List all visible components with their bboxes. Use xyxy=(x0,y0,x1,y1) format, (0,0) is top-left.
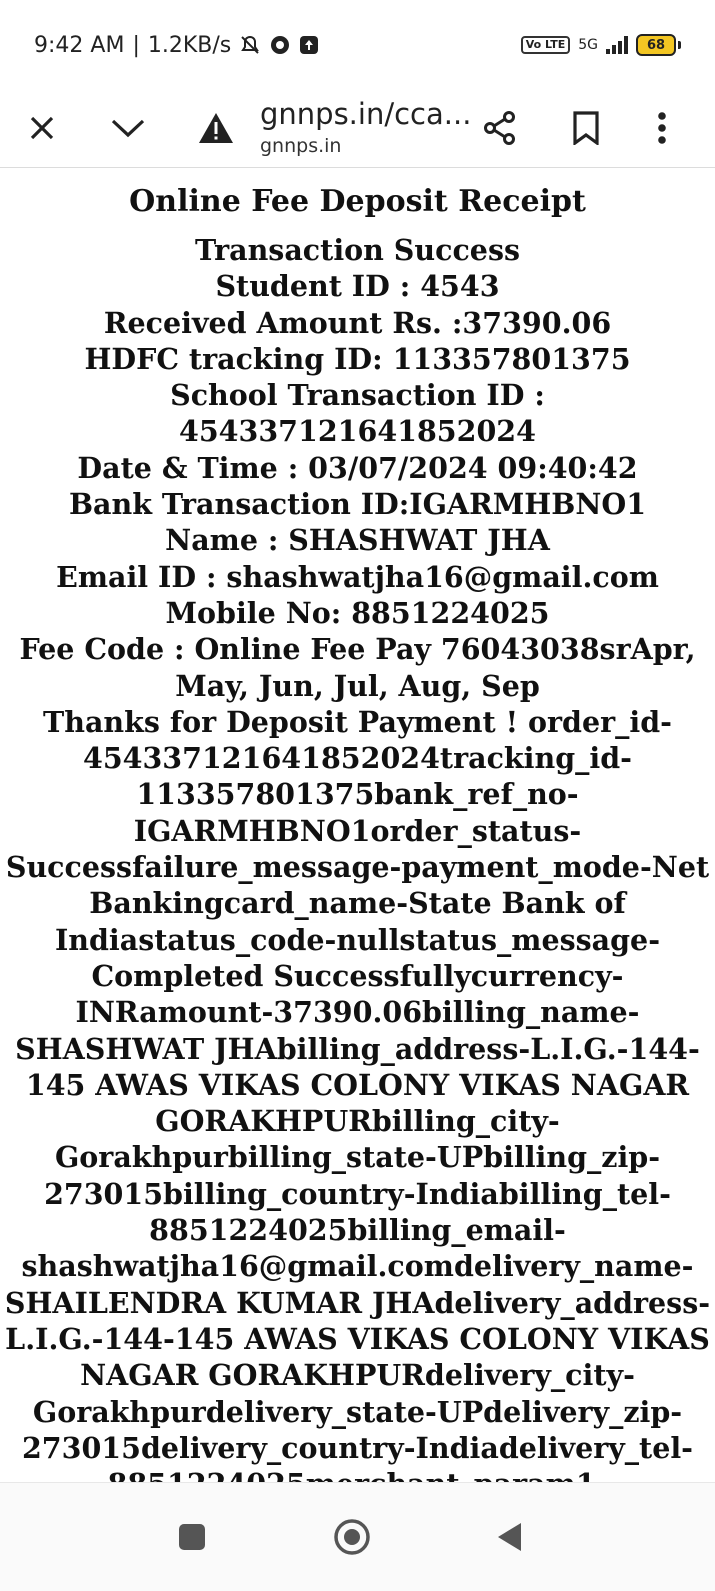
whatsapp-icon xyxy=(269,34,291,56)
share-icon[interactable] xyxy=(472,100,528,156)
chevron-down-icon[interactable] xyxy=(100,100,156,156)
url-text: gnnps.in/cca... xyxy=(260,97,472,131)
details-line: Bankingcard_name-State Bank of xyxy=(89,886,626,921)
details-line: GORAKHPURbilling_city- xyxy=(155,1104,560,1139)
details-line: 145 AWAS VIKAS COLONY VIKAS NAGAR xyxy=(25,1067,690,1102)
upload-icon xyxy=(299,35,319,55)
browser-toolbar xyxy=(0,90,715,168)
network-label: 5G xyxy=(578,37,598,53)
system-nav-bar xyxy=(0,1482,715,1591)
details-line: L.I.G.-144-145 AWAS VIKAS COLONY VIKAS xyxy=(5,1321,710,1356)
volte-badge: Vo LTE xyxy=(521,36,571,54)
close-icon[interactable] xyxy=(14,100,70,156)
mute-icon xyxy=(239,34,261,56)
battery-tip xyxy=(678,41,681,49)
status-left xyxy=(34,33,319,58)
details-line: Successfailure_message-payment_mode-Net xyxy=(5,850,710,885)
url-domain: gnnps.in xyxy=(260,135,342,157)
battery-icon xyxy=(636,34,676,56)
bookmark-icon[interactable] xyxy=(558,100,614,156)
signal-icon xyxy=(606,36,628,54)
details-line: SHAILENDRA KUMAR JHAdelivery_address- xyxy=(4,1285,711,1320)
home-circle-icon[interactable] xyxy=(322,1507,382,1567)
student-name: Name : SHASHWAT JHA xyxy=(165,523,550,558)
details-line: SHASHWAT JHAbilling_address-L.I.G.-144- xyxy=(15,1031,700,1066)
battery-level: 68 xyxy=(646,37,666,53)
details-line: 273015billing_country-Indiabilling_tel- xyxy=(44,1176,671,1211)
hdfc-tracking-id: HDFC tracking ID: 113357801375 xyxy=(84,341,631,376)
details-line: NAGAR GORAKHPURdelivery_city- xyxy=(80,1358,635,1393)
status-speed: 1.2KB/s xyxy=(147,32,232,58)
fee-code: Fee Code : Online Fee Pay 76043038srApr, May, Jun, Jul, Aug, Sep xyxy=(19,632,696,703)
status-separator: | xyxy=(132,32,140,58)
details-line: Completed Successfullycurrency- xyxy=(91,958,624,993)
details-line: 8851224025billing_email- xyxy=(149,1213,566,1248)
warning-icon[interactable] xyxy=(188,100,244,156)
transaction-status: Transaction Success xyxy=(194,233,521,267)
back-triangle-icon[interactable] xyxy=(480,1507,540,1567)
mobile-no: Mobile No: 8851224025 xyxy=(165,595,550,630)
student-id: Student ID : 4543 xyxy=(215,269,500,304)
status-right xyxy=(521,34,681,56)
email-id: Email ID : shashwatjha16@gmail.com xyxy=(56,559,659,594)
received-amount: Received Amount Rs. :37390.06 xyxy=(103,305,612,340)
details-line: Gorakhpurbilling_state-UPbilling_zip- xyxy=(54,1140,661,1175)
details-line: shashwatjha16@gmail.comdelivery_name- xyxy=(21,1249,694,1284)
details-line: IGARMHBNO1order_status- xyxy=(133,813,582,848)
recents-square-icon[interactable] xyxy=(162,1507,222,1567)
details-line: Indiastatus_code-nullstatus_message- xyxy=(54,922,661,957)
more-vert-icon[interactable] xyxy=(634,100,690,156)
payment-details-dump xyxy=(0,704,715,1503)
date-time: Date & Time : 03/07/2024 09:40:42 xyxy=(77,450,638,485)
details-line: Gorakhpurdelivery_state-UPdelivery_zip- xyxy=(32,1394,683,1429)
school-transaction-id: School Transaction ID : 454337121641852024 xyxy=(170,378,545,449)
details-line: 273015delivery_country-Indiadelivery_tel- xyxy=(21,1430,694,1465)
details-line: Thanks for Deposit Payment ! order_id- xyxy=(43,704,672,739)
status-bar xyxy=(0,0,715,90)
bank-transaction-id: Bank Transaction ID:IGARMHBNO1 xyxy=(68,487,647,522)
page-title: Online Fee Deposit Receipt xyxy=(129,184,586,219)
details-line: 113357801375bank_ref_no- xyxy=(136,777,579,812)
details-line: 454337121641852024tracking_id- xyxy=(82,741,632,776)
url-bar[interactable] xyxy=(260,94,472,158)
status-time: 9:42 AM xyxy=(34,32,125,58)
details-line: INRamount-37390.06billing_name- xyxy=(75,995,640,1030)
receipt-content xyxy=(0,180,715,1502)
